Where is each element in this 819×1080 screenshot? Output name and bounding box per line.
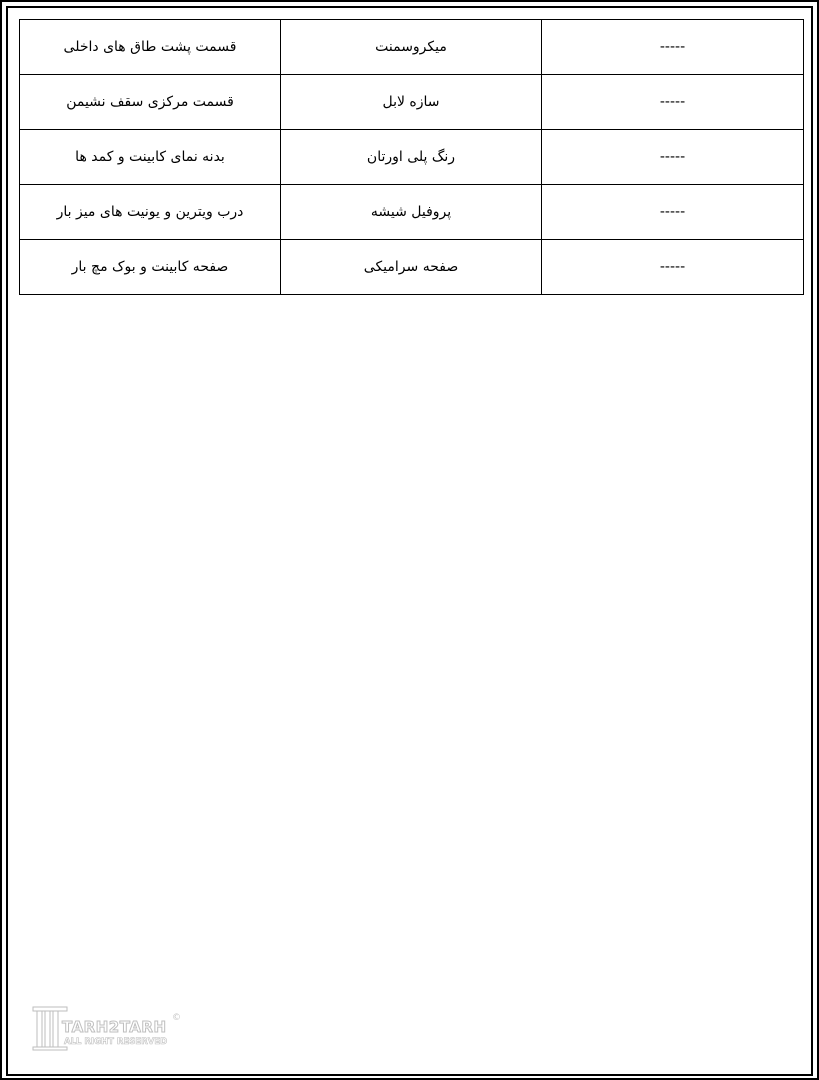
watermark-logo (32, 1005, 182, 1053)
placeholder-cell: ----- (542, 130, 804, 185)
material-cell: رنگ پلی اورتان (281, 130, 542, 185)
location-cell: بدنه نمای کابینت و کمد ها (20, 130, 281, 185)
placeholder-cell: ----- (542, 185, 804, 240)
materials-table (19, 19, 804, 295)
placeholder-cell: ----- (542, 240, 804, 295)
material-cell: سازه لابل (281, 75, 542, 130)
table-row (20, 240, 804, 295)
table-row (20, 185, 804, 240)
table-row (20, 130, 804, 185)
copyright-mark: © (172, 1013, 181, 1023)
location-cell: درب ویترین و یونیت های میز بار (20, 185, 281, 240)
watermark-tagline: ALL RIGHT RESERVED (64, 1037, 168, 1047)
location-cell: قسمت مرکزی سقف نشیمن (20, 75, 281, 130)
material-cell: پروفیل شیشه (281, 185, 542, 240)
table-row (20, 75, 804, 130)
material-cell: صفحه سرامیکی (281, 240, 542, 295)
watermark-brand: TARH2TARH (62, 1018, 167, 1036)
location-cell: قسمت پشت طاق های داخلی (20, 20, 281, 75)
placeholder-cell: ----- (542, 20, 804, 75)
table-row (20, 20, 804, 75)
location-cell: صفحه کابینت و بوک مچ بار (20, 240, 281, 295)
placeholder-cell: ----- (542, 75, 804, 130)
material-cell: میکروسمنت (281, 20, 542, 75)
